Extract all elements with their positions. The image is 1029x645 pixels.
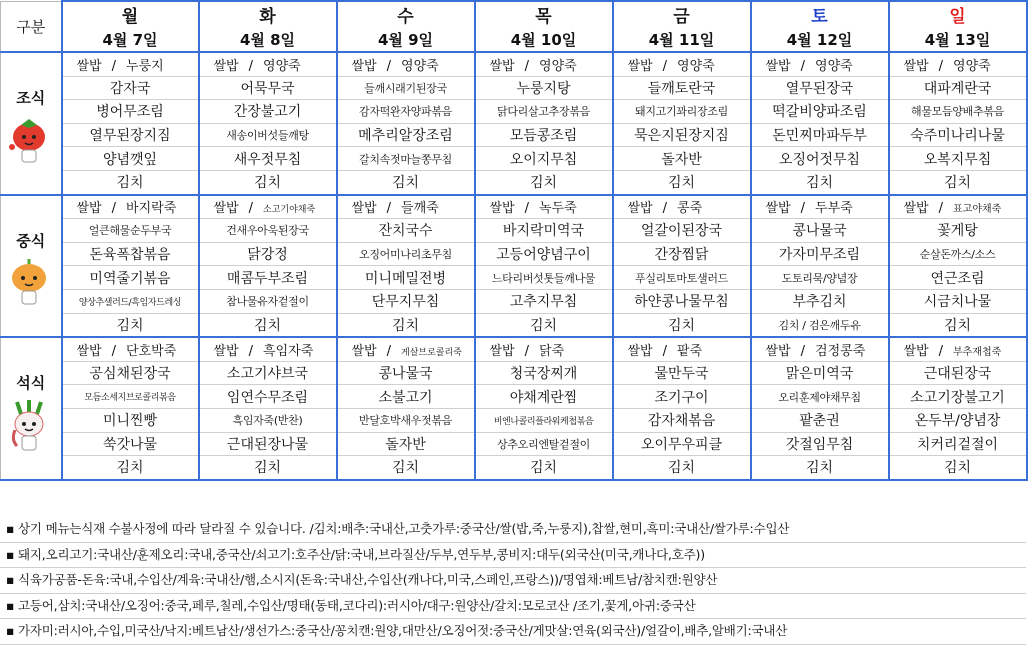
rice-porridge-cell bbox=[337, 52, 475, 76]
dish-cell: 김치 bbox=[475, 313, 613, 337]
separator: / bbox=[386, 58, 392, 74]
porridge-label: 들깨죽 bbox=[401, 201, 439, 217]
porridge-label: 영양죽 bbox=[539, 58, 577, 74]
dish-cell: 새우젓무침 bbox=[199, 147, 337, 171]
dish-cell: 누룽지탕 bbox=[475, 76, 613, 100]
rice-label: 쌀밥 bbox=[765, 58, 791, 74]
porridge-label: 바지락죽 bbox=[126, 201, 177, 217]
dish-cell: 도토리묵/양념장 bbox=[751, 266, 889, 290]
rice-label: 쌀밥 bbox=[489, 58, 515, 74]
meal-label-text: 석식 bbox=[16, 374, 46, 393]
porridge-label: 부추재첩죽 bbox=[953, 346, 1002, 358]
date-header-0: 4월 7일 bbox=[62, 27, 199, 52]
note-line: ▪ 상기 메뉴는식재 수불사정에 따라 달라질 수 있습니다. /김치:배추:국내산,고춧가루:중국산/쌀(밥,죽,누룽지),찹쌀,현미,흑미:국내산/쌀가루:수입산 bbox=[0, 517, 1026, 543]
rice-porridge-cell bbox=[613, 337, 751, 361]
note-line: ▪ 고등어,삼치:국내산/오징어:중국,페루,칠레,수입산/명태(동태,코다리):러시아/대구:원양산/갈치:모로코산 /조기,꽃게,아귀:중국산 bbox=[0, 594, 1026, 620]
separator: / bbox=[111, 58, 117, 74]
dish-cell: 숙주미나리나물 bbox=[889, 123, 1027, 147]
dish-cell: 콩나물국 bbox=[337, 361, 475, 385]
dish-cell: 오이무우피클 bbox=[613, 432, 751, 456]
dish-cell: 간장불고기 bbox=[199, 100, 337, 124]
dish-cell: 김치 bbox=[337, 456, 475, 480]
day-header-2: 수 bbox=[337, 1, 475, 27]
porridge-label: 흑임자죽 bbox=[263, 343, 314, 359]
dish-cell: 건새우아욱된장국 bbox=[199, 219, 337, 243]
dish-cell: 소고기장불고기 bbox=[889, 385, 1027, 409]
rice-porridge-cell bbox=[889, 195, 1027, 219]
dish-cell: 소고기샤브국 bbox=[199, 361, 337, 385]
dish-cell: 임연수무조림 bbox=[199, 385, 337, 409]
porridge-label: 영양죽 bbox=[401, 58, 439, 74]
separator: / bbox=[662, 201, 668, 217]
separator: / bbox=[938, 343, 944, 359]
porridge-label: 영양죽 bbox=[953, 58, 991, 74]
dish-cell: 오리훈제야채무침 bbox=[751, 385, 889, 409]
rice-porridge-cell bbox=[751, 337, 889, 361]
dish-cell: 오복지무침 bbox=[889, 147, 1027, 171]
dish-cell: 대파계란국 bbox=[889, 76, 1027, 100]
dish-cell: 병어무조림 bbox=[62, 100, 199, 124]
rice-label: 쌀밥 bbox=[213, 58, 239, 74]
porridge-label: 두부죽 bbox=[815, 201, 853, 217]
separator: / bbox=[111, 343, 117, 359]
dish-cell: 김치 bbox=[199, 170, 337, 194]
rice-label: 쌀밥 bbox=[351, 343, 377, 359]
dish-cell: 김치 bbox=[62, 313, 199, 337]
dish-cell: 온두부/양념장 bbox=[889, 408, 1027, 432]
dish-cell: 미역줄기볶음 bbox=[62, 266, 199, 290]
dish-cell: 김치 / 검은깨두유 bbox=[751, 313, 889, 337]
dish-cell: 맑은미역국 bbox=[751, 361, 889, 385]
dish-cell: 간장찜닭 bbox=[613, 242, 751, 266]
dish-cell: 해물모듬양배추볶음 bbox=[889, 100, 1027, 124]
rice-label: 쌀밥 bbox=[351, 58, 377, 74]
porridge-label: 콩죽 bbox=[677, 201, 703, 217]
porridge-label: 녹두죽 bbox=[539, 201, 577, 217]
dish-cell: 김치 bbox=[475, 170, 613, 194]
dish-cell: 김치 bbox=[889, 170, 1027, 194]
rice-porridge-cell bbox=[613, 195, 751, 219]
separator: / bbox=[800, 201, 806, 217]
dish-cell: 고추지무침 bbox=[475, 289, 613, 313]
dish-cell: 양상추샐러드/흑임자드레싱 bbox=[62, 289, 199, 313]
rice-porridge-cell bbox=[199, 52, 337, 76]
radish-mascot-icon bbox=[7, 400, 51, 464]
porridge-label: 영양죽 bbox=[263, 58, 301, 74]
dish-cell: 돈육폭찹볶음 bbox=[62, 242, 199, 266]
dish-cell: 김치 bbox=[889, 313, 1027, 337]
meal-label-text: 조식 bbox=[16, 89, 46, 107]
dish-cell: 반달호박새우젓볶음 bbox=[337, 408, 475, 432]
date-header-1: 4월 8일 bbox=[199, 27, 337, 52]
separator: / bbox=[662, 343, 668, 359]
dish-cell: 김치 bbox=[62, 170, 199, 194]
separator: / bbox=[248, 58, 254, 74]
porridge-label: 표고야채죽 bbox=[953, 204, 1002, 216]
dish-cell: 참나물유자겉절이 bbox=[199, 289, 337, 313]
rice-porridge-cell bbox=[475, 52, 613, 76]
dish-cell: 김치 bbox=[199, 456, 337, 480]
dish-cell: 돌자반 bbox=[337, 432, 475, 456]
separator: / bbox=[662, 58, 668, 74]
dish-cell: 닭강정 bbox=[199, 242, 337, 266]
day-header-5: 토 bbox=[751, 1, 889, 27]
separator: / bbox=[386, 201, 392, 217]
dish-cell: 잔치국수 bbox=[337, 219, 475, 243]
dish-cell: 모듬소세지브로콜리볶음 bbox=[62, 385, 199, 409]
separator: / bbox=[938, 58, 944, 74]
dish-cell: 감자국 bbox=[62, 76, 199, 100]
dish-cell: 근대된장국 bbox=[889, 361, 1027, 385]
dish-cell: 오이지무침 bbox=[475, 147, 613, 171]
dish-cell: 가자미무조림 bbox=[751, 242, 889, 266]
dish-cell: 청국장찌개 bbox=[475, 361, 613, 385]
rice-porridge-cell bbox=[751, 195, 889, 219]
dish-cell: 들깨시래기된장국 bbox=[337, 76, 475, 100]
separator: / bbox=[111, 201, 117, 217]
rice-porridge-cell bbox=[889, 337, 1027, 361]
day-header-0: 월 bbox=[62, 1, 199, 27]
dish-cell: 들깨토란국 bbox=[613, 76, 751, 100]
dish-cell: 치커리겉절이 bbox=[889, 432, 1027, 456]
dish-cell: 오징어젓무침 bbox=[751, 147, 889, 171]
dish-cell: 비엔나콜리플라워케첩볶음 bbox=[475, 408, 613, 432]
separator: / bbox=[524, 201, 530, 217]
dish-cell: 시금치나물 bbox=[889, 289, 1027, 313]
date-header-2: 4월 9일 bbox=[337, 27, 475, 52]
rice-label: 쌀밥 bbox=[489, 343, 515, 359]
rice-porridge-cell bbox=[62, 52, 199, 76]
porridge-label: 영양죽 bbox=[815, 58, 853, 74]
day-header-1: 화 bbox=[199, 1, 337, 27]
dish-cell: 김치 bbox=[62, 456, 199, 480]
porridge-label: 소고기야채죽 bbox=[263, 205, 316, 216]
meal-label-0 bbox=[1, 52, 62, 195]
dish-cell: 야채계란찜 bbox=[475, 385, 613, 409]
dish-cell: 모듬콩조림 bbox=[475, 123, 613, 147]
rice-porridge-cell bbox=[199, 195, 337, 219]
tomato-mascot-icon bbox=[7, 115, 51, 171]
rice-label: 쌀밥 bbox=[903, 343, 929, 359]
note-line: ▪ 돼지,오리고기:국내산/훈제오리:국내,중국산/쇠고기:호주산/닭:국내,브라질산/두부,연두부,콩비지:대두(외국산(미국,캐나다,호주)) bbox=[0, 543, 1026, 569]
dish-cell: 순살돈까스/소스 bbox=[889, 242, 1027, 266]
separator: / bbox=[386, 343, 392, 359]
gubun-header: 구분 bbox=[1, 1, 62, 52]
porridge-label: 영양죽 bbox=[677, 58, 715, 74]
porridge-label: 닭죽 bbox=[539, 343, 565, 359]
dish-cell: 감자채볶음 bbox=[613, 408, 751, 432]
dish-cell: 콩나물국 bbox=[751, 219, 889, 243]
day-header-4: 금 bbox=[613, 1, 751, 27]
meal-label-1 bbox=[1, 195, 62, 338]
day-header-6: 일 bbox=[889, 1, 1027, 27]
dish-cell: 미니찐빵 bbox=[62, 408, 199, 432]
dish-cell: 열무된장국 bbox=[751, 76, 889, 100]
dish-cell: 김치 bbox=[613, 313, 751, 337]
dish-cell: 느타리버섯톳들깨나물 bbox=[475, 266, 613, 290]
separator: / bbox=[248, 343, 254, 359]
dish-cell: 단무지무침 bbox=[337, 289, 475, 313]
meal-label-text: 중식 bbox=[16, 231, 46, 250]
dish-cell: 물만두국 bbox=[613, 361, 751, 385]
dish-cell: 어묵무국 bbox=[199, 76, 337, 100]
dish-cell: 새송이버섯들깨탕 bbox=[199, 123, 337, 147]
dish-cell: 열무된장지짐 bbox=[62, 123, 199, 147]
dish-cell: 돼지고기꽈리장조림 bbox=[613, 100, 751, 124]
dish-cell: 김치 bbox=[475, 456, 613, 480]
porridge-label: 게살브로콜리죽 bbox=[401, 347, 462, 358]
rice-label: 쌀밥 bbox=[765, 201, 791, 217]
dish-cell: 양념깻잎 bbox=[62, 147, 199, 171]
note-line: ▪ 식육가공품-돈육:국내,수입산/계육:국내산/햄,소시지(돈육:국내산,수입산(캐나다,미국,스페인,프랑스))/명엽채:베트남/참치캔:원양산 bbox=[0, 568, 1026, 594]
rice-porridge-cell bbox=[613, 52, 751, 76]
dish-cell: 김치 bbox=[613, 456, 751, 480]
rice-porridge-cell bbox=[337, 195, 475, 219]
separator: / bbox=[938, 201, 944, 217]
dish-cell: 바지락미역국 bbox=[475, 219, 613, 243]
dish-cell: 연근조림 bbox=[889, 266, 1027, 290]
dish-cell: 근대된장나물 bbox=[199, 432, 337, 456]
separator: / bbox=[800, 58, 806, 74]
dish-cell: 김치 bbox=[889, 456, 1027, 480]
dish-cell: 돈민찌마파두부 bbox=[751, 123, 889, 147]
dish-cell: 닭다리살고추장볶음 bbox=[475, 100, 613, 124]
dish-cell: 얼갈이된장국 bbox=[613, 219, 751, 243]
dish-cell: 소불고기 bbox=[337, 385, 475, 409]
rice-label: 쌀밥 bbox=[765, 343, 791, 359]
dish-cell: 갓절임무침 bbox=[751, 432, 889, 456]
dish-cell: 공심채된장국 bbox=[62, 361, 199, 385]
porridge-label: 검정콩죽 bbox=[815, 343, 866, 359]
dish-cell: 감자떡완자양파볶음 bbox=[337, 100, 475, 124]
separator: / bbox=[524, 58, 530, 74]
dish-cell: 고등어양념구이 bbox=[475, 242, 613, 266]
dish-cell: 상추오리엔탈겉절이 bbox=[475, 432, 613, 456]
dish-cell: 푸실리토마토샐러드 bbox=[613, 266, 751, 290]
rice-porridge-cell bbox=[199, 337, 337, 361]
notes-section bbox=[0, 517, 1026, 645]
dish-cell: 김치 bbox=[337, 170, 475, 194]
dish-cell: 부추김치 bbox=[751, 289, 889, 313]
rice-label: 쌀밥 bbox=[76, 58, 102, 74]
dish-cell: 매콤두부조림 bbox=[199, 266, 337, 290]
rice-label: 쌀밥 bbox=[351, 201, 377, 217]
dish-cell: 떡갈비양파조림 bbox=[751, 100, 889, 124]
rice-label: 쌀밥 bbox=[213, 343, 239, 359]
dish-cell: 김치 bbox=[613, 170, 751, 194]
separator: / bbox=[524, 343, 530, 359]
date-header-3: 4월 10일 bbox=[475, 27, 613, 52]
dish-cell: 꽃게탕 bbox=[889, 219, 1027, 243]
rice-porridge-cell bbox=[62, 195, 199, 219]
rice-porridge-cell bbox=[337, 337, 475, 361]
dish-cell: 갈치속젓마늘쫑무침 bbox=[337, 147, 475, 171]
date-header-4: 4월 11일 bbox=[613, 27, 751, 52]
dish-cell: 김치 bbox=[751, 456, 889, 480]
separator: / bbox=[248, 201, 254, 217]
dish-cell: 하얀콩나물무침 bbox=[613, 289, 751, 313]
date-header-6: 4월 13일 bbox=[889, 27, 1027, 52]
rice-label: 쌀밥 bbox=[76, 343, 102, 359]
rice-label: 쌀밥 bbox=[627, 343, 653, 359]
dish-cell: 미니메밀전병 bbox=[337, 266, 475, 290]
rice-label: 쌀밥 bbox=[213, 201, 239, 217]
meal-label-2 bbox=[1, 337, 62, 480]
rice-porridge-cell bbox=[62, 337, 199, 361]
dish-cell: 돌자반 bbox=[613, 147, 751, 171]
dish-cell: 팥춘권 bbox=[751, 408, 889, 432]
dish-cell: 김치 bbox=[199, 313, 337, 337]
dish-cell: 얼큰해물순두부국 bbox=[62, 219, 199, 243]
rice-porridge-cell bbox=[475, 195, 613, 219]
rice-label: 쌀밥 bbox=[627, 201, 653, 217]
dish-cell: 흑임자죽(반찬) bbox=[199, 408, 337, 432]
dish-cell: 쑥갓나물 bbox=[62, 432, 199, 456]
dish-cell: 묵은지된장지짐 bbox=[613, 123, 751, 147]
note-line: ▪ 가자미:러시아,수입,미국산/낙지:베트남산/생선가스:중국산/꽁치캔:원양,대만산/오징어젓:중국산/게맛살:연육(외국산)/얼갈이,배추,알배기:국내산 bbox=[0, 619, 1026, 645]
dish-cell: 조기구이 bbox=[613, 385, 751, 409]
rice-porridge-cell bbox=[751, 52, 889, 76]
porridge-label: 누룽지 bbox=[126, 58, 164, 74]
rice-label: 쌀밥 bbox=[903, 201, 929, 217]
rice-label: 쌀밥 bbox=[903, 58, 929, 74]
dish-cell: 김치 bbox=[751, 170, 889, 194]
date-header-5: 4월 12일 bbox=[751, 27, 889, 52]
rice-label: 쌀밥 bbox=[627, 58, 653, 74]
rice-porridge-cell bbox=[475, 337, 613, 361]
rice-porridge-cell bbox=[889, 52, 1027, 76]
dish-cell: 메추리알장조림 bbox=[337, 123, 475, 147]
day-header-3: 목 bbox=[475, 1, 613, 27]
separator: / bbox=[800, 343, 806, 359]
dish-cell: 오징어미나리초무침 bbox=[337, 242, 475, 266]
pumpkin-mascot-icon bbox=[7, 258, 51, 314]
rice-label: 쌀밥 bbox=[489, 201, 515, 217]
dish-cell: 김치 bbox=[337, 313, 475, 337]
rice-label: 쌀밥 bbox=[76, 201, 102, 217]
porridge-label: 팥죽 bbox=[677, 343, 703, 359]
porridge-label: 단호박죽 bbox=[126, 343, 177, 359]
